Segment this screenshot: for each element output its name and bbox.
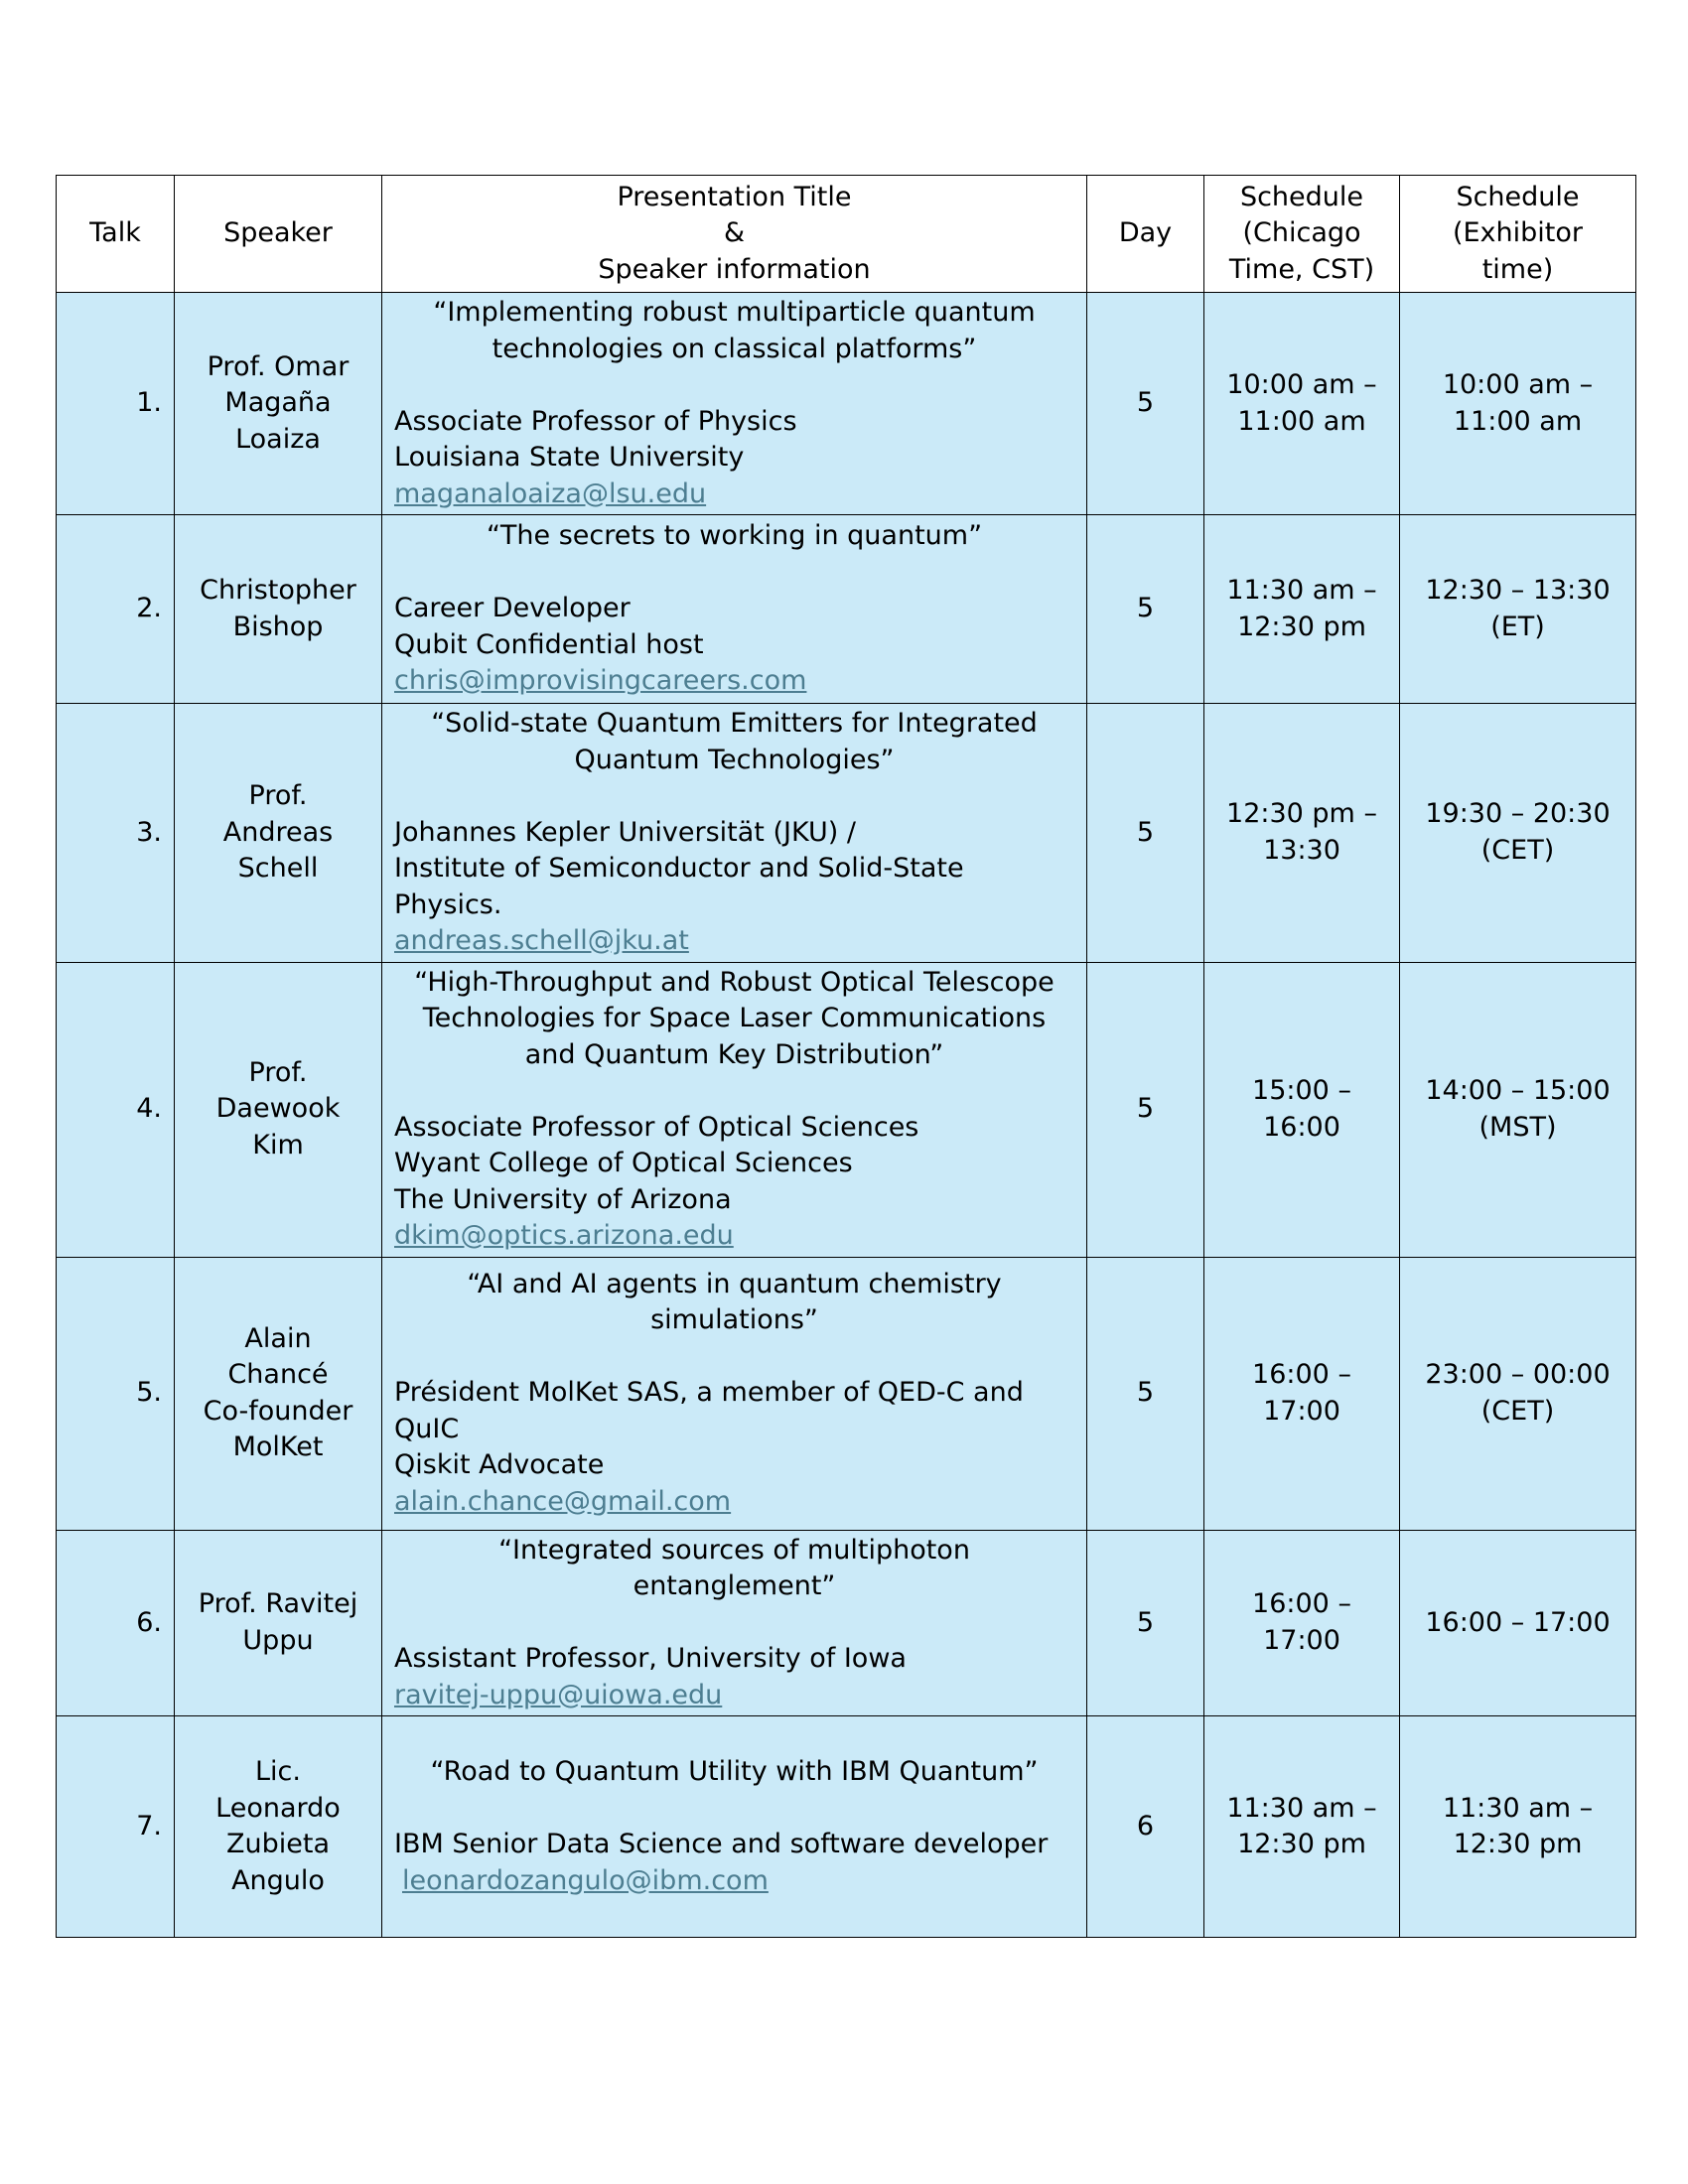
- header-schedule-chicago: Schedule (Chicago Time, CST): [1204, 176, 1400, 293]
- talk-number: 1.: [57, 293, 175, 515]
- day-value: 5: [1087, 1530, 1204, 1716]
- schedule-chicago: 10:00 am – 11:00 am: [1204, 293, 1400, 515]
- day-value: 5: [1087, 515, 1204, 704]
- presentation-title: “Implementing robust multiparticle quantum technologies on classical platforms”: [433, 297, 1036, 364]
- table-row: [57, 962, 1636, 1257]
- header-schedule-exhibitor: Schedule (Exhibitor time): [1400, 176, 1636, 293]
- talk-number: 6.: [57, 1530, 175, 1716]
- day-value: 5: [1087, 293, 1204, 515]
- talk-number: 3.: [57, 704, 175, 963]
- table-row: [57, 1530, 1636, 1716]
- table-row: [57, 704, 1636, 963]
- talk-number: 2.: [57, 515, 175, 704]
- header-talk: Talk: [57, 176, 175, 293]
- presentation-title: “High-Throughput and Robust Optical Telescope Technologies for Space Laser Communications and Quantum Key Distribution”: [414, 966, 1055, 1070]
- speaker-email-link[interactable]: chris@improvisingcareers.com: [394, 665, 807, 697]
- speaker-name: Christopher Bishop: [175, 515, 382, 704]
- speaker-email-link[interactable]: maganaloaiza@lsu.edu: [394, 478, 707, 509]
- schedule-chicago: 12:30 pm – 13:30: [1204, 704, 1400, 963]
- speaker-email-link[interactable]: leonardozangulo@ibm.com: [402, 1864, 769, 1896]
- presentation-title: “Road to Quantum Utility with IBM Quantum”: [430, 1756, 1039, 1787]
- header-row: [57, 176, 1636, 293]
- schedule-chicago: 16:00 – 17:00: [1204, 1257, 1400, 1530]
- schedule-exhibitor: 10:00 am – 11:00 am: [1400, 293, 1636, 515]
- day-value: 5: [1087, 704, 1204, 963]
- presentation-info: [382, 1530, 1087, 1716]
- speaker-affiliation: Associate Professor of Optical Sciences Wyant College of Optical Sciences The University of Arizona: [394, 1111, 919, 1215]
- schedule-exhibitor: 19:30 – 20:30 (CET): [1400, 704, 1636, 963]
- schedule-chicago: 11:30 am – 12:30 pm: [1204, 515, 1400, 704]
- header-speaker: Speaker: [175, 176, 382, 293]
- speaker-affiliation: Johannes Kepler Universität (JKU) / Institute of Semiconductor and Solid-State Physics.: [394, 816, 964, 920]
- speaker-email-link[interactable]: dkim@optics.arizona.edu: [394, 1220, 734, 1251]
- speaker-name: Prof. Andreas Schell: [175, 704, 382, 963]
- talk-number: 4.: [57, 962, 175, 1257]
- speaker-name: Prof. Omar Magaña Loaiza: [175, 293, 382, 515]
- header-title: Presentation Title & Speaker information: [382, 176, 1087, 293]
- table-row: [57, 515, 1636, 704]
- day-value: 6: [1087, 1716, 1204, 1938]
- presentation-title: “AI and AI agents in quantum chemistry simulations”: [467, 1268, 1002, 1336]
- schedule-chicago: 16:00 – 17:00: [1204, 1530, 1400, 1716]
- day-value: 5: [1087, 1257, 1204, 1530]
- speaker-name: Alain Chancé Co-founder MolKet: [175, 1257, 382, 1530]
- speaker-affiliation: Assistant Professor, University of Iowa: [394, 1643, 907, 1674]
- speaker-name: Lic. Leonardo Zubieta Angulo: [175, 1716, 382, 1938]
- header-day: Day: [1087, 176, 1204, 293]
- speaker-email-link[interactable]: andreas.schell@jku.at: [394, 925, 689, 956]
- speaker-affiliation: Career Developer Qubit Confidential host: [394, 593, 704, 660]
- schedule-table: [56, 175, 1636, 1938]
- presentation-title: “The secrets to working in quantum”: [486, 520, 983, 552]
- speaker-name: Prof. Daewook Kim: [175, 962, 382, 1257]
- presentation-info: [382, 1257, 1087, 1530]
- presentation-info: [382, 515, 1087, 704]
- schedule-exhibitor: 23:00 – 00:00 (CET): [1400, 1257, 1636, 1530]
- speaker-affiliation: IBM Senior Data Science and software developer: [394, 1829, 1049, 1859]
- schedule-chicago: 11:30 am – 12:30 pm: [1204, 1716, 1400, 1938]
- schedule-exhibitor: 11:30 am – 12:30 pm: [1400, 1716, 1636, 1938]
- table-row: [57, 1257, 1636, 1530]
- presentation-info: [382, 293, 1087, 515]
- schedule-exhibitor: 16:00 – 17:00: [1400, 1530, 1636, 1716]
- schedule-exhibitor: 14:00 – 15:00 (MST): [1400, 962, 1636, 1257]
- presentation-title: “Integrated sources of multiphoton entanglement”: [498, 1534, 970, 1601]
- presentation-title: “Solid-state Quantum Emitters for Integrated Quantum Technologies”: [431, 708, 1038, 775]
- speaker-affiliation: Associate Professor of Physics Louisiana State University: [394, 405, 797, 473]
- speaker-email-link[interactable]: alain.chance@gmail.com: [394, 1485, 732, 1517]
- talk-number: 5.: [57, 1257, 175, 1530]
- table-row: [57, 1716, 1636, 1938]
- speaker-email-link[interactable]: ravitej-uppu@uiowa.edu: [394, 1679, 723, 1710]
- schedule-chicago: 15:00 – 16:00: [1204, 962, 1400, 1257]
- schedule-exhibitor: 12:30 – 13:30 (ET): [1400, 515, 1636, 704]
- table-row: [57, 293, 1636, 515]
- talk-number: 7.: [57, 1716, 175, 1938]
- presentation-info: [382, 1716, 1087, 1938]
- speaker-affiliation: Président MolKet SAS, a member of QED-C and QuIC Qiskit Advocate: [394, 1377, 1024, 1481]
- day-value: 5: [1087, 962, 1204, 1257]
- speaker-name: Prof. Ravitej Uppu: [175, 1530, 382, 1716]
- presentation-info: [382, 962, 1087, 1257]
- presentation-info: [382, 704, 1087, 963]
